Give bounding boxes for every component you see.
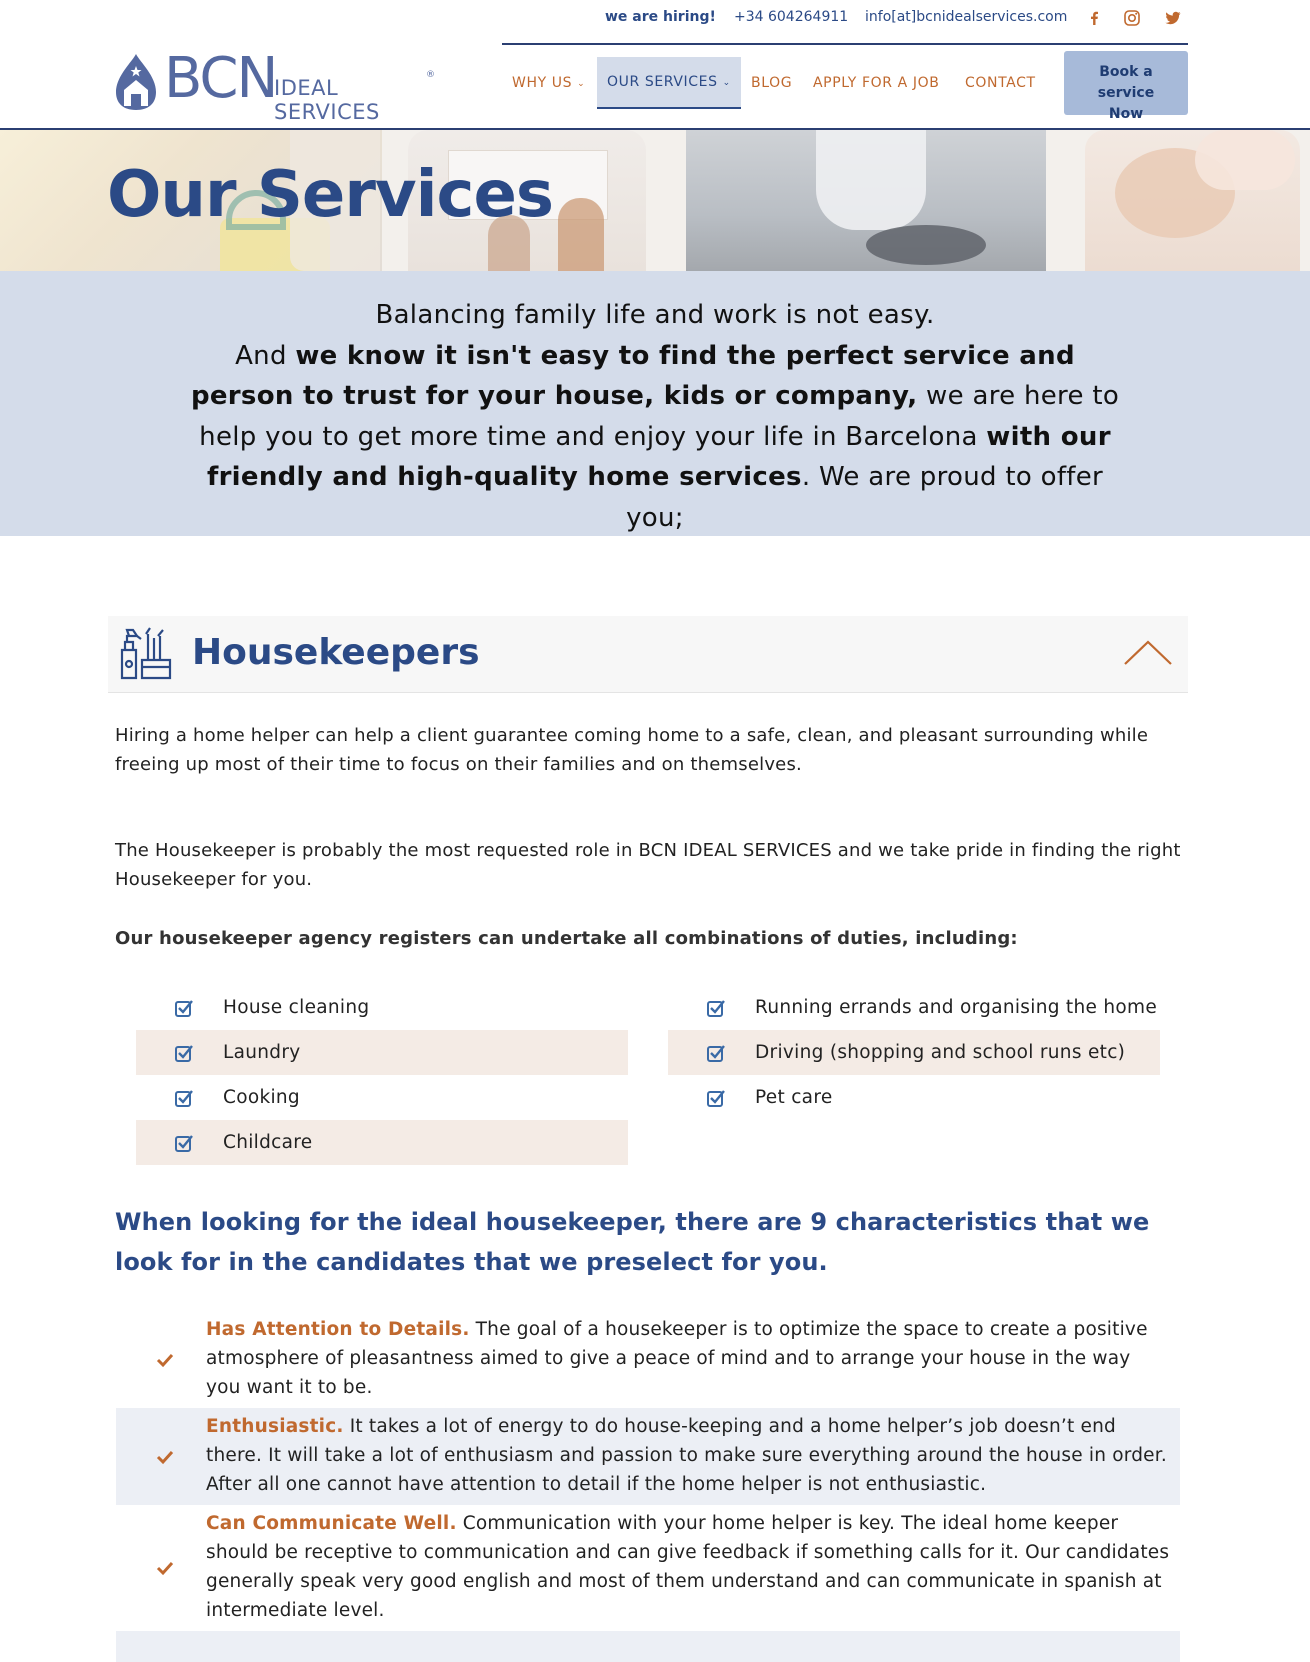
nav-our-services[interactable] bbox=[597, 57, 741, 109]
characteristic-text: The goal of a housekeeper is to optimize the space to create a positive atmosphere of pleasantness aimed to give a peace of mind and to arrange your house in the way you want it to be. bbox=[206, 1319, 1148, 1398]
logo-registered-mark: ® bbox=[426, 70, 435, 80]
nav-why-us-label: WHY US bbox=[512, 75, 573, 91]
characteristic-text: Communication with your home helper is key. The ideal home keeper should be receptive to communication and can give feedback if something calls for it. Our candidates generally speak very good english and most of them understand and can communicate in spanish at intermediate level. bbox=[206, 1513, 1170, 1621]
nav-contact[interactable] bbox=[965, 57, 1036, 109]
list-item bbox=[116, 1505, 1180, 1631]
characteristic-title: Can Communicate Well. bbox=[206, 1513, 457, 1534]
list-item bbox=[136, 1075, 628, 1120]
duty-label: Pet care bbox=[755, 1087, 833, 1108]
intro-text bbox=[190, 295, 1120, 538]
intro-fragment-2: And bbox=[235, 340, 296, 371]
logo-tagline: IDEAL SERVICES bbox=[274, 76, 380, 124]
nav-why-us[interactable] bbox=[512, 57, 585, 109]
hero-photo-chef bbox=[686, 130, 1046, 271]
intro-paragraph-2: The Housekeeper is probably the most requested role in BCN IDEAL SERVICES and we take pride in finding the right Housekeeper for you. bbox=[115, 840, 1181, 890]
characteristics-heading: When looking for the ideal housekeeper, there are 9 characteristics that we look for in the candidates that we preselect for you. bbox=[115, 1208, 1150, 1276]
intro-line-1: Balancing family life and work is not easy. bbox=[375, 300, 935, 330]
facebook-icon[interactable] bbox=[1084, 8, 1104, 28]
cleaning-supplies-icon bbox=[116, 624, 176, 684]
nav-apply-for-a-job[interactable] bbox=[813, 57, 939, 109]
book-service-label: Book a service Now bbox=[1097, 64, 1155, 122]
checkbox-checked-icon bbox=[706, 998, 726, 1018]
list-item bbox=[668, 985, 1160, 1030]
intro-fragment-6: . We are proud to offer you; bbox=[626, 462, 1104, 533]
duty-label: Childcare bbox=[223, 1132, 313, 1153]
list-item bbox=[136, 1120, 628, 1165]
characteristics-list bbox=[116, 1311, 1180, 1662]
intro-fragment-4: we are here to help you to get more time and enjoy your life in Barcelona bbox=[199, 381, 1120, 452]
list-item-cut-off bbox=[116, 1631, 1180, 1662]
duty-label: Driving (shopping and school runs etc) bbox=[755, 1042, 1126, 1063]
intro-bold-1: we know it isn't easy to find the perfect service and person to trust for your house, kids or company, bbox=[190, 340, 1075, 411]
characteristic-title: Has Attention to Details. bbox=[206, 1319, 470, 1340]
list-item bbox=[668, 1075, 1160, 1120]
nav-blog-label: BLOG bbox=[751, 75, 793, 91]
duties-list-left bbox=[136, 985, 628, 1165]
checkbox-checked-icon bbox=[706, 1088, 726, 1108]
page-title: Our Services bbox=[107, 158, 553, 232]
duties-list-right bbox=[668, 985, 1160, 1120]
checkmark-icon bbox=[156, 1448, 174, 1466]
intro-bold-2: with our friendly and high-quality home services bbox=[206, 421, 1111, 492]
twitter-icon[interactable] bbox=[1163, 8, 1183, 28]
duty-label: Cooking bbox=[223, 1087, 300, 1108]
nav-our-services-label: OUR SERVICES bbox=[607, 74, 718, 90]
instagram-icon[interactable] bbox=[1122, 8, 1142, 28]
list-item bbox=[116, 1311, 1180, 1408]
checkbox-checked-icon bbox=[174, 1043, 194, 1063]
hero-photo-massage bbox=[1085, 130, 1300, 271]
nav-contact-label: CONTACT bbox=[965, 75, 1036, 91]
list-item bbox=[136, 1030, 628, 1075]
duty-label: House cleaning bbox=[223, 997, 370, 1018]
checkmark-icon bbox=[156, 1559, 174, 1577]
characteristic-text: It takes a lot of energy to do house-keeping and a home helper’s job doesn’t end there. It will take a lot of enthusiasm and passion to make sure everything around the house in order. After all one cannot have attention to detail if the home helper is not enthusiastic. bbox=[206, 1416, 1167, 1495]
chevron-down-icon: ⌄ bbox=[577, 79, 586, 89]
chevron-up-icon[interactable] bbox=[1122, 636, 1174, 668]
nav-apply-label: APPLY FOR A JOB bbox=[813, 75, 940, 91]
top-contact-bar bbox=[502, 0, 1188, 45]
housekeepers-accordion-header[interactable] bbox=[108, 616, 1188, 693]
section-title: Housekeepers bbox=[192, 632, 480, 673]
duties-heading: Our housekeeper agency registers can undertake all combinations of duties, including: bbox=[115, 928, 1018, 949]
list-item bbox=[116, 1408, 1180, 1505]
list-item bbox=[136, 985, 628, 1030]
hiring-link[interactable]: we are hiring! bbox=[605, 9, 716, 25]
duty-label: Running errands and organising the home bbox=[755, 997, 1158, 1018]
checkmark-icon bbox=[156, 1351, 174, 1369]
checkbox-checked-icon bbox=[174, 998, 194, 1018]
list-item bbox=[668, 1030, 1160, 1075]
checkbox-checked-icon bbox=[174, 1133, 194, 1153]
phone-link[interactable]: +34 604264911 bbox=[734, 9, 849, 25]
book-service-button[interactable] bbox=[1064, 51, 1188, 122]
checkbox-checked-icon bbox=[174, 1088, 194, 1108]
chevron-down-icon: ⌄ bbox=[722, 78, 731, 88]
nav-blog[interactable] bbox=[751, 57, 792, 109]
intro-paragraph-1: Hiring a home helper can help a client guarantee coming home to a safe, clean, and pleasant surrounding while freeing up most of their time to focus on their families and on themselves. bbox=[115, 725, 1149, 775]
checkbox-checked-icon bbox=[706, 1043, 726, 1063]
duty-label: Laundry bbox=[223, 1042, 301, 1063]
characteristic-title: Enthusiastic. bbox=[206, 1416, 344, 1437]
email-link[interactable]: info[at]bcnidealservices.com bbox=[865, 9, 1068, 25]
logo-bcn-text: BCN bbox=[164, 46, 277, 111]
intro-banner bbox=[0, 271, 1310, 536]
